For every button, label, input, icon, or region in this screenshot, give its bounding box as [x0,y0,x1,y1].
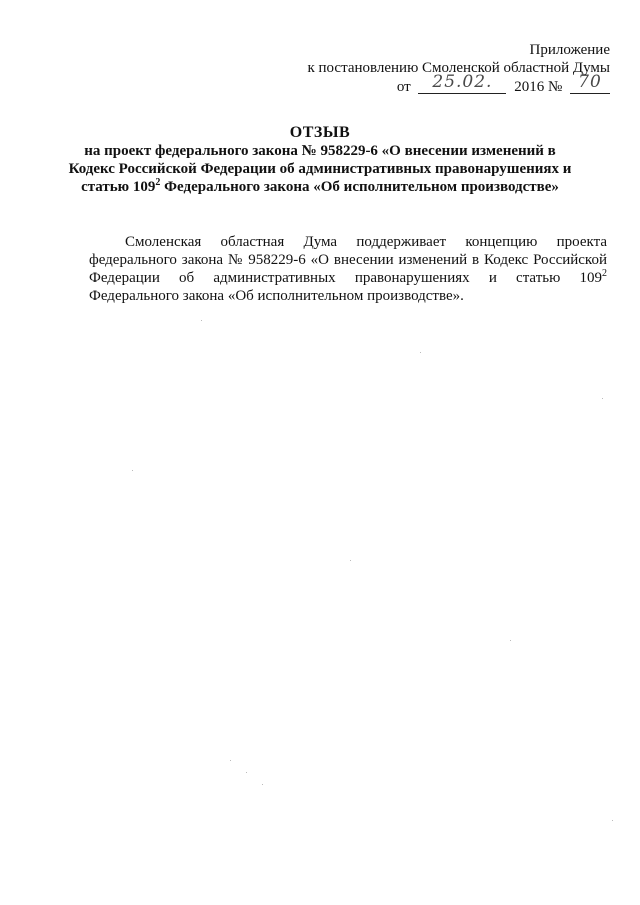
date-field [418,72,506,94]
heading-line-3-start: статью 109 [81,179,156,195]
body-text-start: Смоленская областная Дума поддерживает концепцию проекта федерального закона № 958229-6 «О внесении изменений в Кодекс Российской Федерации об административных правонарушениях и статью 109 [89,234,607,286]
heading-superscript: 2 [155,177,161,188]
handwritten-date: 25.02. [432,72,493,92]
appendix-title: Приложение [529,42,610,58]
number-field [570,72,610,94]
heading-line-2: Кодекс Российской Федерации об административных правонарушениях и [68,161,572,177]
handwritten-number: 70 [578,72,602,92]
year-number-label: 2016 № [514,79,563,95]
body-paragraph [89,233,607,305]
heading-line-3-end: Федерального закона «Об исполнительном производстве» [160,179,559,195]
body-superscript: 2 [602,268,607,279]
appendix-subtitle: к постановлению Смоленской областной Думы [307,60,610,76]
appendix-date-line [307,72,610,96]
appendix-block [307,41,610,96]
document-heading [0,124,640,196]
heading-line-1: на проект федерального закона № 958229-6 «О внесении изменений в [84,143,556,159]
body-text-end: Федерального закона «Об исполнительном производстве». [89,288,464,304]
heading-line-3 [0,178,640,196]
date-prefix: от [396,79,411,95]
document-title: ОТЗЫВ [289,124,351,141]
